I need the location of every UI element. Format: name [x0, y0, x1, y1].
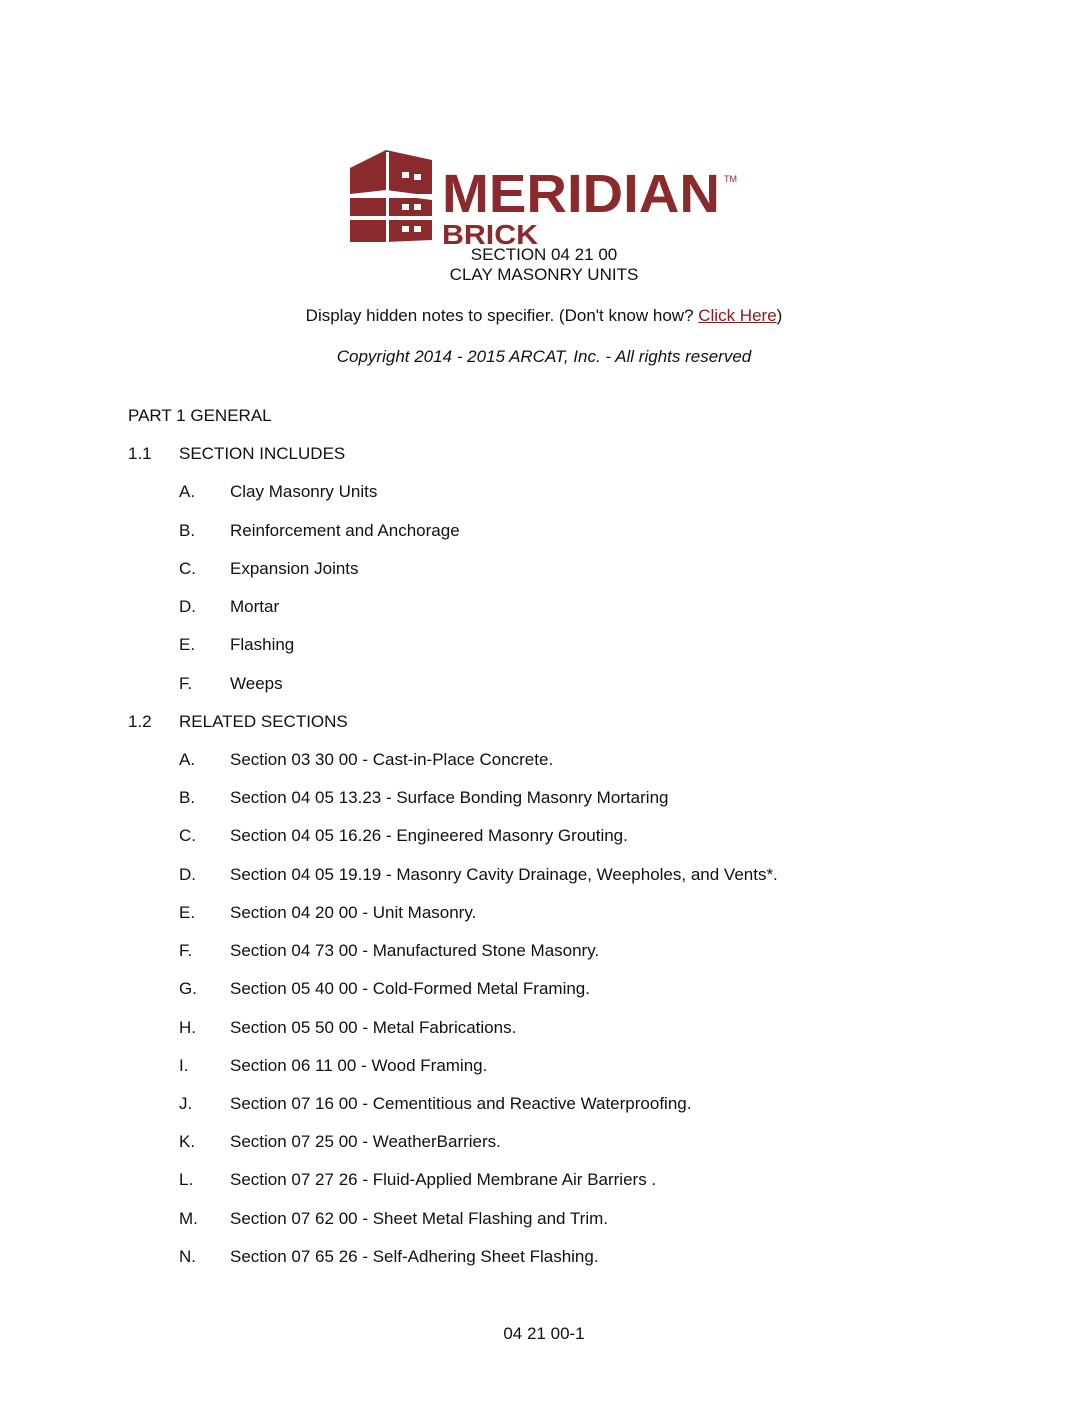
list-item: Expansion Joints	[230, 559, 359, 578]
part-heading: PART 1 GENERAL	[128, 406, 272, 425]
list-item: Section 04 20 00 - Unit Masonry.	[230, 903, 477, 922]
item-letter: I.	[179, 1056, 189, 1075]
item-letter: M.	[179, 1209, 198, 1228]
item-letter: N.	[179, 1247, 196, 1266]
list-item: Section 07 16 00 - Cementitious and Reactive Waterproofing.	[230, 1094, 692, 1113]
section-number: SECTION 04 21 00	[470, 245, 618, 264]
list-item: Flashing	[230, 635, 295, 654]
list-item: Section 04 73 00 - Manufactured Stone Masonry.	[230, 941, 600, 960]
list-item: Section 04 05 19.19 - Masonry Cavity Drainage, Weepholes, and Vents*.	[230, 865, 778, 884]
notes-suffix: )	[776, 306, 783, 325]
section-title: CLAY MASONRY UNITS	[449, 265, 639, 284]
item-letter: E.	[179, 635, 196, 654]
logo-word: MERIDIAN	[442, 164, 720, 224]
item-letter: F.	[179, 674, 193, 693]
list-item: Section 07 27 26 - Fluid-Applied Membrane Air Barriers .	[230, 1170, 657, 1189]
section-num: 1.2	[128, 712, 152, 731]
logo-trademark: TM	[724, 174, 737, 184]
list-item: Section 06 11 00 - Wood Framing.	[230, 1056, 488, 1075]
list-item: Section 05 50 00 - Metal Fabrications.	[230, 1018, 517, 1037]
item-letter: A.	[179, 482, 196, 501]
logo-sub: BRICK	[442, 219, 538, 246]
list-item: Section 07 62 00 - Sheet Metal Flashing and Trim.	[230, 1209, 608, 1228]
list-item: Clay Masonry Units	[230, 482, 378, 501]
list-item: Section 05 40 00 - Cold-Formed Metal Framing.	[230, 979, 590, 998]
item-letter: F.	[179, 941, 193, 960]
item-letter: B.	[179, 788, 196, 807]
click-here-link[interactable]: Click Here	[698, 306, 777, 325]
item-letter: A.	[179, 750, 196, 769]
item-letter: C.	[179, 826, 196, 845]
list-item: Section 03 30 00 - Cast-in-Place Concrete.	[230, 750, 554, 769]
item-letter: K.	[179, 1132, 196, 1151]
item-letter: C.	[179, 559, 196, 578]
meridian-brick-logo	[346, 146, 746, 246]
item-letter: D.	[179, 865, 196, 884]
notes-prefix: Display hidden notes to specifier. (Don't know how?	[305, 306, 699, 325]
section-heading: SECTION INCLUDES	[179, 444, 346, 463]
section-num: 1.1	[128, 444, 152, 463]
section-heading: RELATED SECTIONS	[179, 712, 348, 731]
list-item: Section 07 25 00 - WeatherBarriers.	[230, 1132, 501, 1151]
item-letter: D.	[179, 597, 196, 616]
specifier-notes	[0, 306, 1088, 326]
item-letter: L.	[179, 1170, 194, 1189]
item-letter: B.	[179, 521, 196, 540]
list-item: Section 04 05 16.26 - Engineered Masonry Grouting.	[230, 826, 628, 845]
item-letter: J.	[179, 1094, 193, 1113]
list-item: Mortar	[230, 597, 280, 616]
item-letter: G.	[179, 979, 197, 998]
list-item: Reinforcement and Anchorage	[230, 521, 460, 540]
copyright: Copyright 2014 - 2015 ARCAT, Inc. - All rights reserved	[336, 347, 752, 366]
list-item: Weeps	[230, 674, 283, 693]
list-item: Section 07 65 26 - Self-Adhering Sheet Flashing.	[230, 1247, 599, 1266]
page-footer: 04 21 00-1	[503, 1324, 585, 1343]
item-letter: E.	[179, 903, 196, 922]
list-item: Section 04 05 13.23 - Surface Bonding Masonry Mortaring	[230, 788, 669, 807]
item-letter: H.	[179, 1018, 196, 1037]
